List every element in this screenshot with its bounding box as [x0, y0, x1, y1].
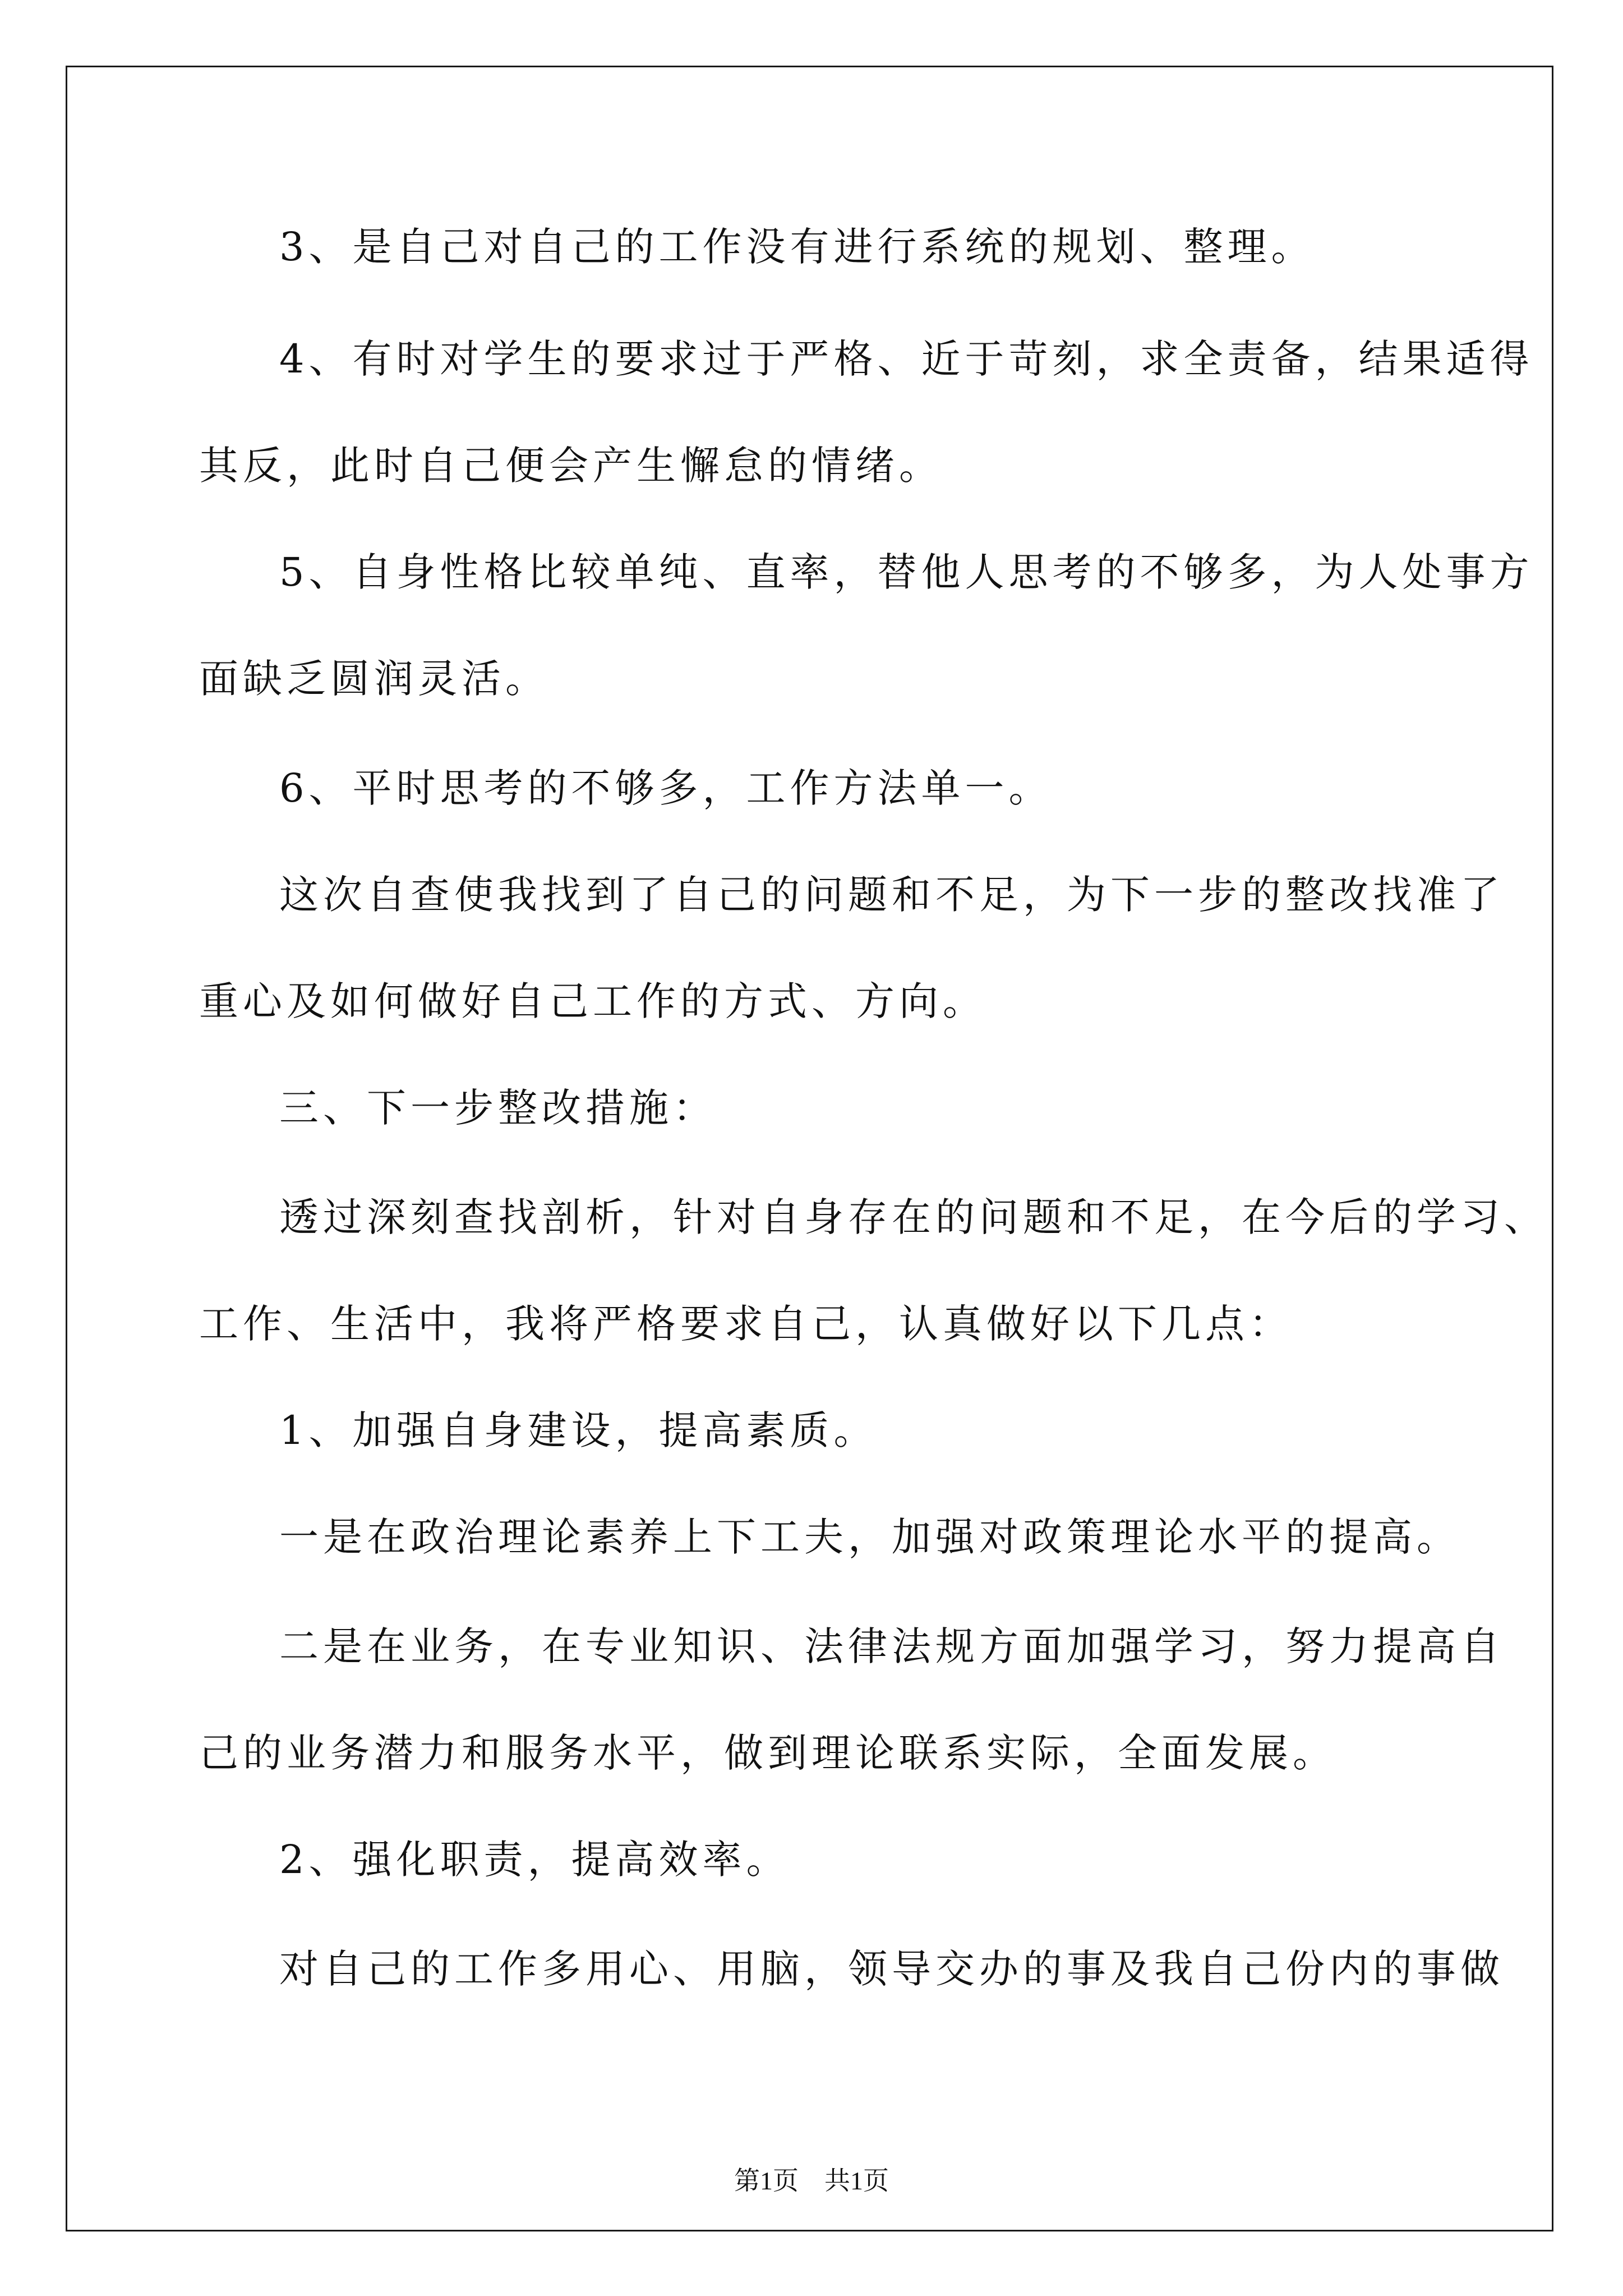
- page-number: 第1页 共1页: [734, 2166, 889, 2195]
- paragraph-business-line-1: 二是在业务，在专业知识、法律法规方面加强学习，努力提高自: [279, 1623, 1504, 1669]
- paragraph-self-check-line-1: 这次自查使我找到了自己的问题和不足，为下一步的整改找准了: [279, 872, 1504, 918]
- paragraph-analysis-line-1: 透过深刻查找剖析，针对自身存在的问题和不足，在今后的学习、: [279, 1194, 1548, 1240]
- paragraph-politics: 一是在政治理论素养上下工夫，加强对政策理论水平的提高。: [279, 1514, 1460, 1560]
- paragraph-item-5-line-2: 面缺乏圆润灵活。: [199, 656, 549, 702]
- paragraph-item-4-line-1: 4、有时对学生的要求过于严格、近于苛刻，求全责备，结果适得: [279, 336, 1534, 382]
- measure-item-2: 2、强化职责，提高效率。: [279, 1837, 790, 1883]
- page-border: [66, 66, 1553, 2231]
- paragraph-item-6: 6、平时思考的不够多，工作方法单一。: [279, 765, 1053, 811]
- paragraph-item-4-line-2: 其反，此时自己便会产生懈怠的情绪。: [199, 443, 943, 489]
- paragraph-analysis-line-2: 工作、生活中，我将严格要求自己，认真做好以下几点：: [199, 1301, 1293, 1347]
- paragraph-business-line-2: 己的业务潜力和服务水平，做到理论联系实际，全面发展。: [199, 1730, 1336, 1776]
- paragraph-item-3: 3、是自己对自己的工作没有进行系统的规划、整理。: [279, 224, 1315, 270]
- paragraph-self-check-line-2: 重心及如何做好自己工作的方式、方向。: [199, 978, 986, 1024]
- section-heading-3: 三、下一步整改措施：: [279, 1085, 717, 1131]
- paragraph-item-5-line-1: 5、自身性格比较单纯、直率，替他人思考的不够多，为人处事方: [279, 549, 1534, 595]
- measure-item-1: 1、加强自身建设，提高素质。: [279, 1407, 878, 1453]
- paragraph-duty-line-1: 对自己的工作多用心、用脑，领导交办的事及我自己份内的事做: [279, 1946, 1504, 1992]
